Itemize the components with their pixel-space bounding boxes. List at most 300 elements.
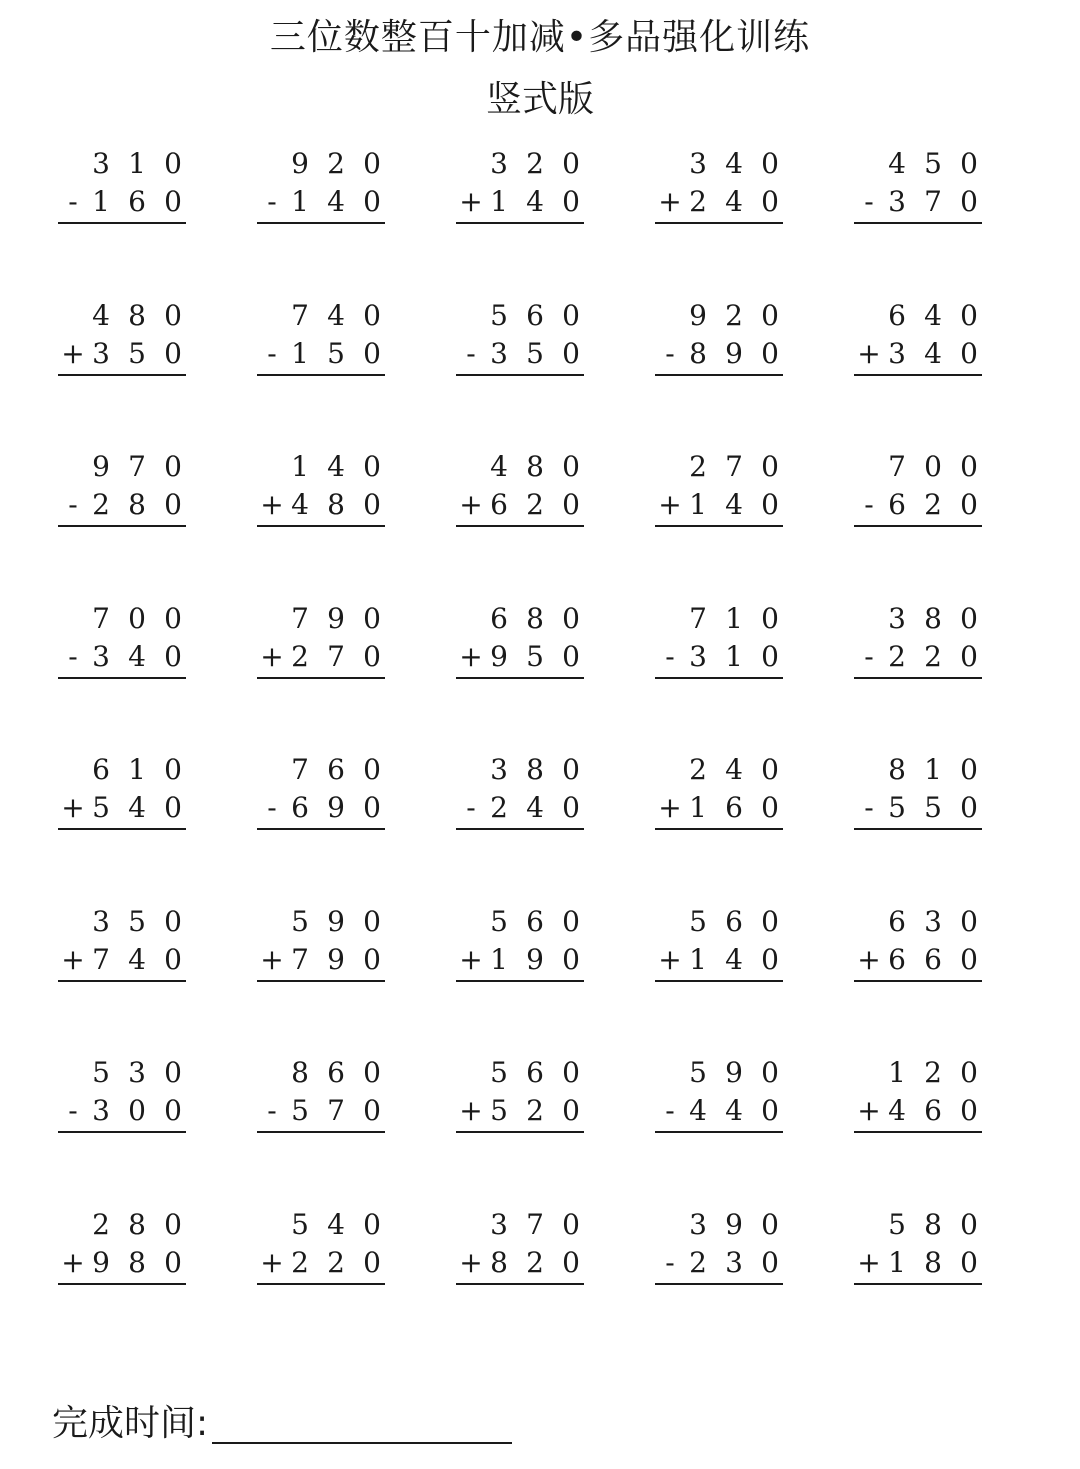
digit: 0 (128, 602, 146, 635)
digit: 8 (924, 1208, 942, 1241)
digit: 5 (327, 337, 345, 370)
digit: 7 (526, 1208, 544, 1241)
first-operand (655, 449, 783, 485)
completion-time-blank[interactable] (212, 1442, 512, 1444)
vertical-problem (655, 1201, 783, 1291)
vertical-problem (58, 898, 186, 988)
digit: 7 (327, 640, 345, 673)
answer-underline[interactable] (58, 222, 186, 224)
answer-underline[interactable] (655, 374, 783, 376)
digit: 0 (363, 1094, 381, 1127)
digit: 4 (888, 1094, 906, 1127)
digit: 0 (164, 943, 182, 976)
digit: 0 (164, 147, 182, 180)
second-operand (58, 487, 186, 523)
digit: 0 (363, 488, 381, 521)
digit: 3 (490, 337, 508, 370)
answer-underline[interactable] (655, 222, 783, 224)
digit: 8 (526, 450, 544, 483)
digit: 5 (291, 1208, 309, 1241)
minus-sign: - (665, 1246, 675, 1279)
digit: 3 (888, 185, 906, 218)
digit: 0 (960, 905, 978, 938)
digit: 8 (924, 602, 942, 635)
digit: 9 (327, 791, 345, 824)
digit: 3 (128, 1056, 146, 1089)
digit: 4 (128, 640, 146, 673)
digit: 0 (363, 602, 381, 635)
plus-sign: + (857, 1094, 881, 1127)
second-operand (655, 184, 783, 220)
digit: 6 (92, 753, 110, 786)
plus-sign: + (658, 943, 682, 976)
plus-sign: + (260, 640, 284, 673)
plus-sign: + (857, 337, 881, 370)
digit: 0 (164, 753, 182, 786)
answer-underline[interactable] (456, 677, 584, 679)
answer-underline[interactable] (854, 374, 982, 376)
vertical-problem (257, 1049, 385, 1139)
answer-underline[interactable] (58, 828, 186, 830)
first-operand (655, 904, 783, 940)
answer-underline[interactable] (58, 980, 186, 982)
digit: 5 (490, 1056, 508, 1089)
digit: 0 (562, 1208, 580, 1241)
digit: 5 (92, 791, 110, 824)
second-operand (58, 639, 186, 675)
second-operand (854, 184, 982, 220)
vertical-problem (655, 140, 783, 230)
digit: 4 (725, 488, 743, 521)
answer-underline[interactable] (456, 222, 584, 224)
answer-underline[interactable] (854, 828, 982, 830)
digit: 3 (689, 640, 707, 673)
digit: 4 (689, 1094, 707, 1127)
answer-underline[interactable] (854, 525, 982, 527)
digit: 7 (128, 450, 146, 483)
digit: 0 (363, 185, 381, 218)
digit: 3 (490, 1208, 508, 1241)
digit: 5 (92, 1056, 110, 1089)
answer-underline[interactable] (655, 525, 783, 527)
plus-sign: + (260, 1246, 284, 1279)
answer-underline[interactable] (58, 374, 186, 376)
answer-underline[interactable] (257, 980, 385, 982)
digit: 0 (761, 791, 779, 824)
vertical-problem (854, 898, 982, 988)
answer-underline[interactable] (655, 828, 783, 830)
minus-sign: - (665, 337, 675, 370)
digit: 0 (960, 299, 978, 332)
digit: 3 (689, 147, 707, 180)
digit: 0 (363, 640, 381, 673)
answer-underline[interactable] (456, 828, 584, 830)
digit: 9 (490, 640, 508, 673)
plus-sign: + (857, 943, 881, 976)
first-operand (456, 449, 584, 485)
digit: 6 (526, 905, 544, 938)
vertical-problem (257, 443, 385, 533)
digit: 8 (128, 1208, 146, 1241)
digit: 3 (92, 905, 110, 938)
digit: 0 (128, 1094, 146, 1127)
plus-sign: + (459, 488, 483, 521)
first-operand (257, 904, 385, 940)
digit: 0 (960, 337, 978, 370)
first-operand (257, 1055, 385, 1091)
second-operand (854, 487, 982, 523)
second-operand (854, 942, 982, 978)
first-operand (456, 146, 584, 182)
second-operand (456, 639, 584, 675)
digit: 3 (92, 147, 110, 180)
second-operand (257, 487, 385, 523)
digit: 6 (526, 1056, 544, 1089)
answer-underline[interactable] (456, 374, 584, 376)
digit: 1 (725, 640, 743, 673)
digit: 0 (761, 299, 779, 332)
vertical-problem (655, 898, 783, 988)
answer-underline[interactable] (854, 1131, 982, 1133)
answer-underline[interactable] (854, 222, 982, 224)
first-operand (456, 601, 584, 637)
digit: 0 (363, 943, 381, 976)
plus-sign: + (61, 943, 85, 976)
digit: 1 (291, 450, 309, 483)
answer-underline[interactable] (257, 374, 385, 376)
digit: 4 (725, 943, 743, 976)
first-operand (58, 449, 186, 485)
second-operand (655, 942, 783, 978)
second-operand (655, 1245, 783, 1281)
plus-sign: + (61, 337, 85, 370)
second-operand (854, 790, 982, 826)
digit: 0 (363, 450, 381, 483)
digit: 1 (888, 1056, 906, 1089)
vertical-problem (257, 292, 385, 382)
first-operand (456, 904, 584, 940)
answer-underline[interactable] (257, 222, 385, 224)
digit: 4 (490, 450, 508, 483)
digit: 8 (327, 488, 345, 521)
digit: 8 (526, 602, 544, 635)
second-operand (58, 1093, 186, 1129)
digit: 2 (924, 1056, 942, 1089)
digit: 3 (92, 1094, 110, 1127)
digit: 6 (526, 299, 544, 332)
digit: 4 (92, 299, 110, 332)
digit: 0 (363, 337, 381, 370)
digit: 5 (526, 640, 544, 673)
digit: 5 (888, 1208, 906, 1241)
vertical-problem (456, 898, 584, 988)
digit: 2 (490, 791, 508, 824)
digit: 7 (92, 943, 110, 976)
digit: 8 (128, 488, 146, 521)
digit: 2 (526, 1246, 544, 1279)
minus-sign: - (665, 1094, 675, 1127)
second-operand (655, 336, 783, 372)
digit: 0 (761, 337, 779, 370)
minus-sign: - (466, 791, 476, 824)
digit: 8 (689, 337, 707, 370)
digit: 8 (128, 1246, 146, 1279)
digit: 0 (562, 943, 580, 976)
digit: 4 (526, 791, 544, 824)
digit: 0 (164, 1208, 182, 1241)
vertical-problem (257, 1201, 385, 1291)
vertical-problem (854, 140, 982, 230)
answer-underline[interactable] (58, 677, 186, 679)
digit: 0 (761, 1094, 779, 1127)
second-operand (456, 790, 584, 826)
digit: 5 (128, 905, 146, 938)
first-operand (854, 146, 982, 182)
digit: 1 (725, 602, 743, 635)
second-operand (257, 942, 385, 978)
second-operand (854, 639, 982, 675)
digit: 0 (562, 791, 580, 824)
second-operand (655, 639, 783, 675)
digit: 0 (164, 602, 182, 635)
second-operand (257, 1245, 385, 1281)
first-operand (257, 146, 385, 182)
digit: 7 (291, 602, 309, 635)
vertical-problem (854, 292, 982, 382)
digit: 2 (725, 299, 743, 332)
first-operand (58, 298, 186, 334)
completion-time-label: 完成时间: (52, 1403, 209, 1444)
digit: 5 (526, 337, 544, 370)
digit: 0 (164, 791, 182, 824)
answer-underline[interactable] (257, 525, 385, 527)
digit: 0 (363, 1056, 381, 1089)
digit: 2 (526, 147, 544, 180)
vertical-problem (854, 595, 982, 685)
first-operand (257, 752, 385, 788)
answer-underline[interactable] (655, 677, 783, 679)
vertical-problem (456, 140, 584, 230)
digit: 0 (960, 147, 978, 180)
digit: 6 (327, 1056, 345, 1089)
digit: 4 (327, 185, 345, 218)
second-operand (58, 336, 186, 372)
digit: 0 (363, 299, 381, 332)
digit: 0 (562, 640, 580, 673)
digit: 5 (689, 905, 707, 938)
second-operand (257, 184, 385, 220)
page-subtitle: 竖式版 (485, 79, 594, 120)
answer-underline[interactable] (854, 1283, 982, 1285)
vertical-problem (854, 746, 982, 836)
digit: 5 (490, 905, 508, 938)
answer-underline[interactable] (58, 1131, 186, 1133)
digit: 2 (526, 1094, 544, 1127)
second-operand (854, 1245, 982, 1281)
first-operand (854, 1207, 982, 1243)
first-operand (655, 146, 783, 182)
answer-underline[interactable] (456, 1283, 584, 1285)
digit: 0 (761, 602, 779, 635)
digit: 0 (562, 1094, 580, 1127)
digit: 4 (725, 1094, 743, 1127)
digit: 5 (689, 1056, 707, 1089)
digit: 1 (689, 791, 707, 824)
digit: 9 (725, 337, 743, 370)
completion-time (52, 1400, 512, 1448)
plus-sign: + (459, 943, 483, 976)
digit: 5 (291, 1094, 309, 1127)
digit: 6 (327, 753, 345, 786)
answer-underline[interactable] (58, 525, 186, 527)
digit: 5 (888, 791, 906, 824)
first-operand (257, 298, 385, 334)
digit: 4 (924, 337, 942, 370)
digit: 2 (291, 640, 309, 673)
digit: 0 (761, 450, 779, 483)
vertical-problem (456, 292, 584, 382)
minus-sign: - (267, 185, 277, 218)
second-operand (58, 942, 186, 978)
answer-underline[interactable] (58, 1283, 186, 1285)
digit: 0 (761, 1056, 779, 1089)
vertical-problem (456, 1049, 584, 1139)
digit: 9 (725, 1208, 743, 1241)
digit: 2 (888, 640, 906, 673)
digit: 2 (92, 1208, 110, 1241)
answer-underline[interactable] (456, 525, 584, 527)
answer-underline[interactable] (257, 1131, 385, 1133)
digit: 0 (562, 602, 580, 635)
vertical-problem (854, 1049, 982, 1139)
plus-sign: + (260, 943, 284, 976)
digit: 2 (924, 488, 942, 521)
digit: 4 (924, 299, 942, 332)
answer-underline[interactable] (257, 677, 385, 679)
vertical-problem (58, 292, 186, 382)
plus-sign: + (459, 1094, 483, 1127)
second-operand (257, 1093, 385, 1129)
plus-sign: + (459, 185, 483, 218)
digit: 9 (689, 299, 707, 332)
first-operand (58, 1055, 186, 1091)
second-operand (456, 1245, 584, 1281)
digit: 4 (327, 1208, 345, 1241)
first-operand (257, 1207, 385, 1243)
digit: 6 (490, 602, 508, 635)
digit: 4 (725, 147, 743, 180)
digit: 0 (164, 185, 182, 218)
digit: 7 (725, 450, 743, 483)
digit: 1 (490, 185, 508, 218)
first-operand (58, 1207, 186, 1243)
digit: 3 (490, 753, 508, 786)
digit: 9 (526, 943, 544, 976)
first-operand (456, 298, 584, 334)
answer-underline[interactable] (456, 1131, 584, 1133)
digit: 3 (725, 1246, 743, 1279)
digit: 5 (128, 337, 146, 370)
digit: 1 (689, 488, 707, 521)
digit: 6 (128, 185, 146, 218)
digit: 3 (888, 337, 906, 370)
digit: 0 (164, 450, 182, 483)
digit: 5 (490, 299, 508, 332)
digit: 0 (164, 640, 182, 673)
answer-underline[interactable] (257, 828, 385, 830)
digit: 7 (689, 602, 707, 635)
answer-underline[interactable] (655, 1283, 783, 1285)
digit: 2 (92, 488, 110, 521)
digit: 5 (291, 905, 309, 938)
digit: 9 (291, 147, 309, 180)
minus-sign: - (68, 185, 78, 218)
vertical-problem (854, 443, 982, 533)
first-operand (58, 146, 186, 182)
plus-sign: + (459, 640, 483, 673)
digit: 4 (526, 185, 544, 218)
vertical-problem (655, 1049, 783, 1139)
answer-underline[interactable] (456, 980, 584, 982)
digit: 1 (291, 185, 309, 218)
plus-sign: + (260, 488, 284, 521)
minus-sign: - (68, 1094, 78, 1127)
digit: 1 (128, 147, 146, 180)
digit: 4 (725, 185, 743, 218)
digit: 0 (363, 1208, 381, 1241)
digit: 6 (888, 488, 906, 521)
minus-sign: - (68, 640, 78, 673)
first-operand (854, 752, 982, 788)
digit: 3 (689, 1208, 707, 1241)
digit: 4 (327, 299, 345, 332)
answer-underline[interactable] (257, 1283, 385, 1285)
digit: 0 (960, 1056, 978, 1089)
digit: 2 (689, 450, 707, 483)
digit: 0 (164, 1056, 182, 1089)
answer-underline[interactable] (854, 677, 982, 679)
first-operand (655, 601, 783, 637)
answer-underline[interactable] (854, 980, 982, 982)
minus-sign: - (665, 640, 675, 673)
second-operand (456, 487, 584, 523)
digit: 0 (363, 791, 381, 824)
answer-underline[interactable] (655, 1131, 783, 1133)
second-operand (854, 1093, 982, 1129)
digit: 0 (960, 602, 978, 635)
answer-underline[interactable] (655, 980, 783, 982)
digit: 7 (92, 602, 110, 635)
digit: 9 (92, 1246, 110, 1279)
first-operand (257, 601, 385, 637)
second-operand (456, 942, 584, 978)
digit: 0 (960, 1246, 978, 1279)
digit: 9 (725, 1056, 743, 1089)
first-operand (655, 1207, 783, 1243)
vertical-problem (257, 898, 385, 988)
digit: 7 (327, 1094, 345, 1127)
digit: 1 (490, 943, 508, 976)
digit: 0 (960, 640, 978, 673)
plus-sign: + (658, 488, 682, 521)
second-operand (655, 790, 783, 826)
digit: 0 (363, 753, 381, 786)
plus-sign: + (658, 791, 682, 824)
digit: 7 (924, 185, 942, 218)
digit: 6 (888, 905, 906, 938)
first-operand (854, 1055, 982, 1091)
second-operand (655, 487, 783, 523)
